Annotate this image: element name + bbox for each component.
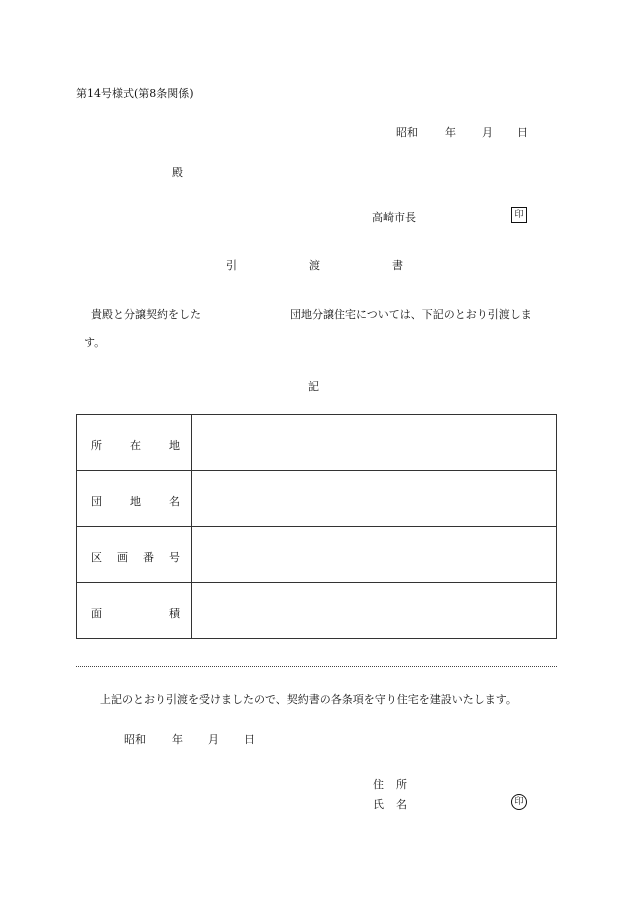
title-char-2: 渡 [309, 259, 320, 272]
label-char: 区 [91, 551, 102, 564]
label-char: 所 [91, 439, 102, 452]
title-char-3: 書 [392, 259, 403, 272]
acknowledgement-text: 上記のとおり引渡を受けましたので、契約書の各条項を守り住宅を建設いたします。 [100, 693, 517, 706]
label-char: 住 [373, 778, 384, 791]
date-month: 月 [208, 733, 219, 746]
property-info-table [76, 414, 557, 639]
date-year: 年 [445, 126, 456, 139]
label-char: 名 [396, 798, 407, 811]
body-text-part1: 貴殿と分譲契約をした [91, 308, 201, 321]
label-char: 地 [130, 495, 141, 508]
title-char-1: 引 [226, 259, 237, 272]
label-char: 所 [396, 778, 407, 791]
label-char: 名 [169, 495, 180, 508]
table-row [77, 583, 557, 639]
issuer-seal-mark: 印 [511, 207, 527, 223]
form-number: 第14号様式(第8条関係) [76, 87, 194, 100]
body-text-part2: 団地分譲住宅については、下記のとおり引渡しま [290, 308, 532, 321]
row-value-lot-number[interactable] [192, 527, 557, 583]
table-row [77, 471, 557, 527]
table-row [77, 415, 557, 471]
row-label-location [77, 415, 192, 471]
recipient-seal-mark: 印 [511, 794, 527, 810]
date-era: 昭和 [396, 126, 418, 139]
row-value-complex-name[interactable] [192, 471, 557, 527]
label-char: 積 [169, 607, 180, 620]
row-value-area[interactable] [192, 583, 557, 639]
date-day: 日 [517, 126, 528, 139]
body-text-part3: す。 [84, 336, 106, 349]
cut-line-divider [76, 666, 557, 667]
label-char: 号 [169, 551, 180, 564]
label-char: 地 [169, 439, 180, 452]
label-char: 画 [117, 551, 128, 564]
date-day: 日 [244, 733, 255, 746]
row-label-lot-number [77, 527, 192, 583]
table-row [77, 527, 557, 583]
row-label-area [77, 583, 192, 639]
row-value-location[interactable] [192, 415, 557, 471]
date-era: 昭和 [124, 733, 146, 746]
issuer-name: 高崎市長 [372, 211, 416, 224]
addressee-suffix: 殿 [172, 166, 183, 179]
row-label-complex-name [77, 471, 192, 527]
label-char: 氏 [373, 798, 384, 811]
date-year: 年 [172, 733, 183, 746]
label-char: 面 [91, 607, 102, 620]
label-char: 在 [130, 439, 141, 452]
ki-heading: 記 [308, 380, 319, 393]
label-char: 番 [143, 551, 154, 564]
label-char: 団 [91, 495, 102, 508]
date-month: 月 [482, 126, 493, 139]
